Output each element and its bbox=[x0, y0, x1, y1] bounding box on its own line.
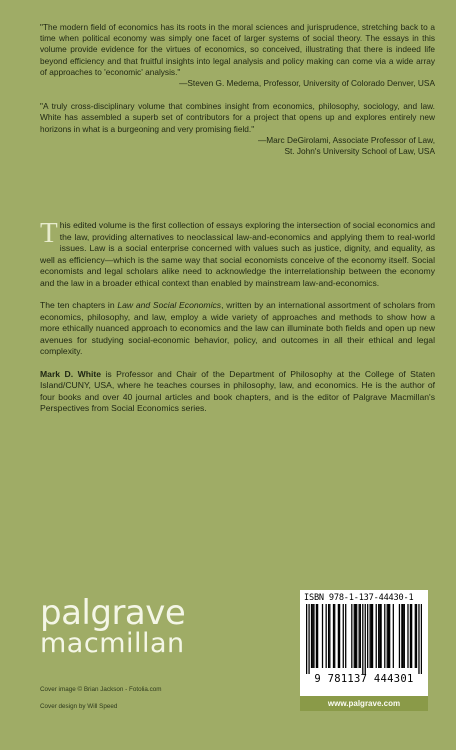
barcode-bar bbox=[389, 604, 390, 668]
barcode-bar bbox=[338, 604, 339, 668]
description-paragraph-2-rest: , written by an international assortment of scholars from economics, philosophy, and law, employ a wide variety of approaches and methods to show how a more ethically nuanced approach to economics and the law can illuminate both fields and open up new avenues for studying social-economic behavior, policy, and outcomes in all their ethical and legal complexity. bbox=[40, 300, 435, 356]
barcode-bar bbox=[360, 604, 361, 668]
barcode-bar bbox=[312, 604, 313, 668]
barcode-bar bbox=[326, 604, 327, 668]
barcode-bar bbox=[328, 604, 329, 668]
barcode-bar bbox=[334, 604, 335, 668]
barcode-bar bbox=[421, 604, 422, 674]
barcode-bar bbox=[388, 604, 389, 668]
barcode-bar bbox=[333, 604, 334, 668]
barcode-bar bbox=[354, 604, 355, 668]
barcode-bar bbox=[399, 604, 400, 668]
barcode-bar bbox=[308, 604, 309, 674]
barcode-number: 9 781137 444301 bbox=[314, 673, 414, 685]
barcode-bar bbox=[418, 604, 419, 674]
endorsement-attribution-2-line-1: —Marc DeGirolami, Associate Professor of Law, bbox=[257, 134, 435, 145]
isbn-label: ISBN 978-1-137-44430-1 bbox=[304, 593, 414, 603]
barcode-bar bbox=[362, 604, 363, 674]
barcode-bar bbox=[416, 604, 417, 668]
description-paragraph-1 bbox=[40, 217, 435, 289]
barcode-panel bbox=[300, 590, 428, 696]
barcode-bar bbox=[316, 604, 317, 668]
barcode-bar bbox=[380, 604, 381, 668]
barcode-bar bbox=[351, 604, 352, 668]
barcode-bar bbox=[378, 604, 379, 668]
endorsement-attribution-2-line-2: St. John's University School of Law, USA bbox=[284, 146, 435, 157]
barcode-bar bbox=[345, 604, 346, 668]
barcode-bar bbox=[410, 604, 411, 668]
cover-credits bbox=[40, 681, 162, 715]
description-paragraph-2-lead: The ten chapters in bbox=[40, 300, 118, 310]
description-paragraph-1-text: his edited volume is the first collection of essays exploring the intersection of social economics and the law, providing alternatives to neoclassical law-and-economics and applying them to real-world issues. Law is a social enterprise concerned with values such as justice, dignity, and equality, as well as efficiency—which is the same way that social economists conceive of the economy itself. Social economists and legal scholars alike need to acknowledge the interrelationship between the economy and the law in a broader ethical context than enabled by mainstream law-and-economics. bbox=[40, 220, 435, 288]
barcode-bar bbox=[369, 604, 370, 668]
barcode-bar bbox=[306, 604, 307, 674]
barcode-bar bbox=[329, 604, 330, 668]
book-description bbox=[40, 217, 435, 426]
barcode-bar bbox=[317, 604, 318, 668]
barcode-bar bbox=[384, 604, 385, 668]
author-bio-text: is Professor and Chair of the Department of Philosophy at the College of Staten Island/CUNY, USA, where he teaches courses in philosophy, law, and economics. He is the author of four books and over 40 journal articles and book chapters, and is the editor of Palgrave Macmillan's Perspectives from Social Economics series. bbox=[40, 368, 435, 413]
barcode-graphic bbox=[306, 604, 422, 674]
barcode-bar bbox=[415, 604, 416, 668]
cover-design-credit: Cover design by Will Speed bbox=[40, 703, 118, 710]
description-paragraph-2 bbox=[40, 300, 435, 358]
author-bio bbox=[40, 369, 435, 415]
barcode-bar bbox=[372, 604, 373, 668]
barcode-bar bbox=[322, 604, 323, 668]
author-name: Mark D. White bbox=[40, 368, 101, 379]
barcode-bar bbox=[343, 604, 344, 668]
endorsement-attribution-1: —Steven G. Medema, Professor, University of Colorado Denver, USA bbox=[179, 78, 435, 89]
barcode-bar bbox=[376, 604, 377, 668]
endorsement-quote-2: "A truly cross-disciplinary volume that combines insight from economics, philosophy, sociology, and law. White has assembled a superb set of contributors for a project that opens up and explores entirely new horizons in what is a burgeoning and very promising field." bbox=[40, 101, 435, 134]
endorsement-quote-1: "The modern field of economics has its roots in the moral sciences and jurisprudence, stretching back to a time when political economy was simply one facet of larger systems of social theory. The essays in this volume provide evidence for the virtues of economics, so conceived, illustrating that there is indeed life beyond efficiency and that fruitful insights into legal analysis and policy making can come via a wide array of approaches to 'economic' analysis." bbox=[40, 22, 435, 77]
publisher-logo-line-2: macmillan bbox=[40, 628, 185, 659]
barcode-bar bbox=[365, 604, 366, 674]
endorsements bbox=[40, 22, 435, 157]
barcode-bar bbox=[339, 604, 340, 668]
publisher-logo bbox=[40, 593, 186, 659]
barcode-bar bbox=[359, 604, 360, 668]
barcode-bar bbox=[313, 604, 314, 668]
publisher-website[interactable]: www.palgrave.com bbox=[300, 696, 428, 711]
barcode-bar bbox=[371, 604, 372, 668]
barcode-bar bbox=[356, 604, 357, 668]
barcode-bar bbox=[404, 604, 405, 668]
barcode-bar bbox=[367, 604, 368, 668]
barcode-bar bbox=[401, 604, 402, 668]
barcode-bar bbox=[387, 604, 388, 668]
barcode-bar bbox=[393, 604, 394, 668]
barcode-bar bbox=[411, 604, 412, 668]
cover-image-credit: Cover image © Brian Jackson - Fotolia.com bbox=[40, 686, 162, 693]
barcode-bar bbox=[402, 604, 403, 668]
publisher-logo-line-1: palgrave bbox=[40, 593, 186, 633]
book-title-italic: Law and Social Economics bbox=[117, 300, 222, 310]
barcode-bar bbox=[355, 604, 356, 668]
barcode-bar bbox=[311, 604, 312, 668]
barcode-bar bbox=[407, 604, 408, 668]
drop-cap: T bbox=[40, 217, 58, 249]
barcode-bar bbox=[379, 604, 380, 668]
